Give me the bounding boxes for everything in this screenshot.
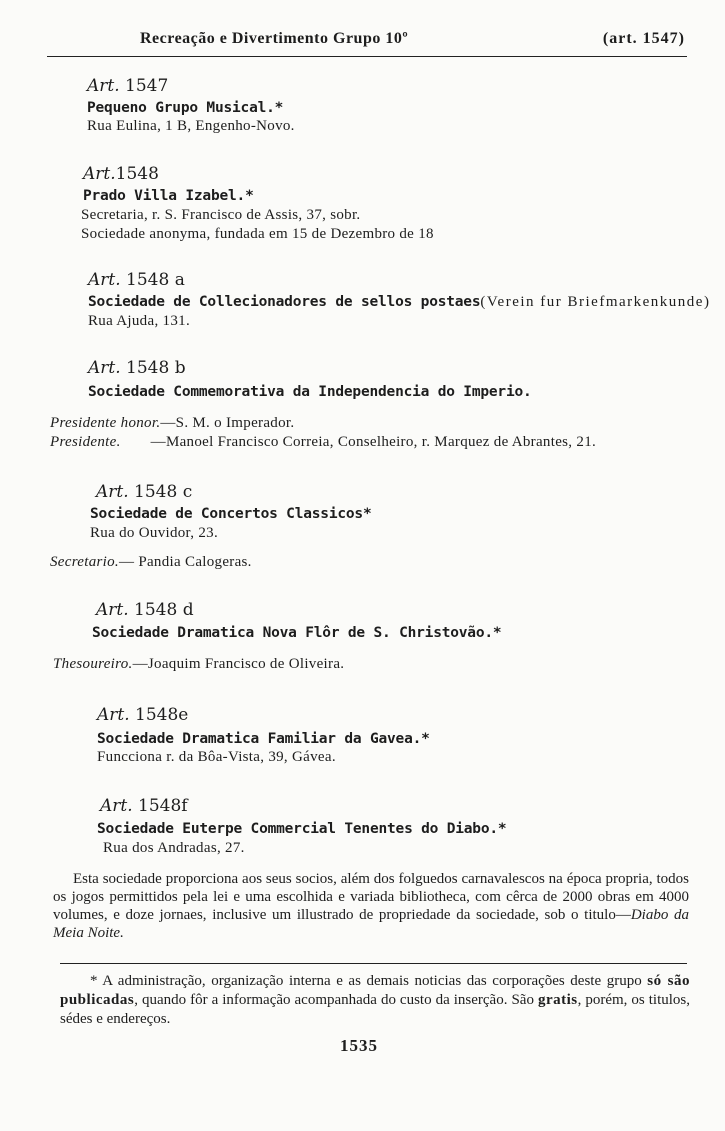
running-head — [60, 30, 685, 54]
article-number: Art. 1548 a — [88, 270, 185, 290]
entry-address: Rua do Ouvidor, 23. — [90, 525, 219, 541]
entry-name: Pequeno Grupo Musical.* — [87, 100, 284, 116]
entry-note: Sociedade anonyma, fundada em 15 de Dezembro de 18 — [81, 226, 434, 242]
article-number: Art. 1547 — [87, 76, 169, 96]
entry-name: Sociedade de Concertos Classicos* — [90, 506, 372, 522]
entry-address: Funcciona r. da Bôa-Vista, 39, Gávea. — [97, 749, 336, 765]
entry-address: Rua Eulina, 1 B, Engenho-Novo. — [87, 118, 295, 134]
running-head-article: (art. 1547) — [602, 30, 685, 47]
header-rule — [47, 56, 687, 57]
running-head-title: Recreação e Divertimento Grupo 10º — [140, 30, 409, 47]
entry-name: Sociedade Dramatica Familiar da Gavea.* — [97, 731, 430, 747]
officer-line: Thesoureiro.—Joaquim Francisco de Oliveira. — [53, 656, 345, 672]
entry-name: Sociedade Dramatica Nova Flôr de S. Christovão.* — [92, 625, 502, 641]
entry-name: Sociedade Commemorativa da Independencia do Imperio. — [88, 384, 532, 400]
officer-line: Presidente. —Manoel Francisco Correia, Conselheiro, r. Marquez de Abrantes, 21. — [50, 434, 597, 450]
article-number: Art.1548 — [83, 164, 159, 184]
article-number: Art. 1548 b — [88, 358, 186, 378]
entry-name: Sociedade de Collecionadores de sellos postaes(Verein fur Briefmarkenkunde) — [88, 294, 711, 310]
body-paragraph: Esta sociedade proporciona aos seus socios, além dos folguedos carnavalescos na época propria, todos os jogos permittidos pela lei e uma escolhida e variada bibliotheca, com cêrca de 2000 obras em 4000 volumes, e doze jornaes, inclusive um illustrado de propriedade da sociedade, sob o titulo—Diabo da Meia Noite. — [53, 871, 689, 941]
entry-address: Secretaria, r. S. Francisco de Assis, 37, sobr. — [81, 207, 361, 223]
entry-name: Sociedade Euterpe Commercial Tenentes do Diabo.* — [97, 821, 507, 837]
officer-line: Secretario.— Pandia Calogeras. — [50, 554, 252, 570]
article-number: Art. 1548 d — [96, 600, 194, 620]
footnote-rule — [60, 963, 687, 964]
entry-address: Rua Ajuda, 131. — [88, 313, 190, 329]
article-number: Art. 1548 c — [96, 482, 193, 502]
officer-line: Presidente honor.—S. M. o Imperador. — [50, 415, 295, 431]
footnote: * A administração, organização interna e as demais noticias das corporações deste grupo só são publicadas, quando fôr a informação acompanhada do custo da inserção. São gratis, porém, os titulos, sédes e endereços. — [60, 973, 690, 1027]
entry-gloss: (Verein fur Briefmarkenkunde) — [480, 294, 711, 310]
entry-name: Prado Villa Izabel.* — [83, 188, 254, 204]
article-number: Art. 1548e — [97, 705, 189, 725]
article-number: Art. 1548f — [100, 796, 188, 816]
publication-title: Diabo da Meia Noite. — [53, 907, 689, 941]
page-number: 1535 — [340, 1036, 378, 1055]
entry-address: Rua dos Andradas, 27. — [103, 840, 245, 856]
